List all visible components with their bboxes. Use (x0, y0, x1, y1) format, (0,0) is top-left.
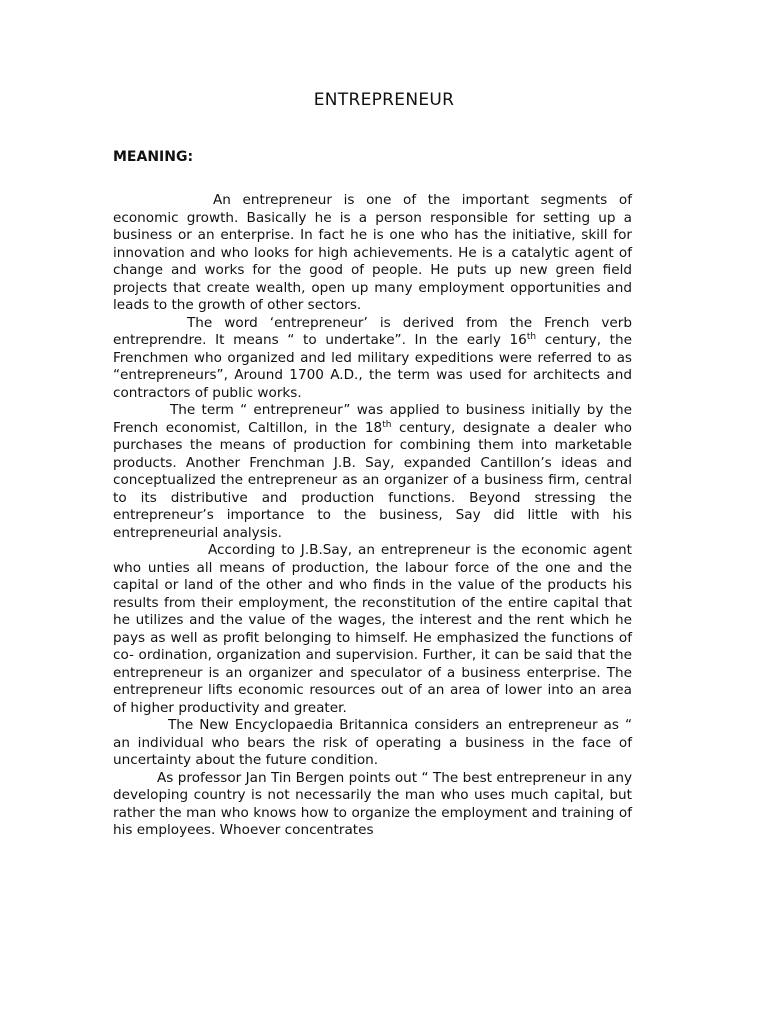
paragraph-3-text-b: century, designate a dealer who purchases the means of production for combining them into marketable products. Another Frenchman J.B. Say, expanded Cantillon’s ideas and conceptualized the entrepreneur as an organizer of a business firm, central to its distributive and production functions. Beyond stressing the entrepreneur’s importance to the business, Say did little with his entrepreneurial analysis. (113, 419, 632, 541)
document-body (113, 192, 632, 840)
section-heading: MEANING: (113, 149, 194, 165)
paragraph-2-text-b: century, the Frenchmen who organized and led military expeditions were referred to as “entrepreneurs”, Around 1700 A.D., the term was used for architects and contractors of public works. (113, 332, 632, 401)
paragraph-3 (113, 402, 632, 542)
paragraph-2 (113, 315, 632, 403)
paragraph-3-superscript: th (382, 419, 392, 430)
paragraph-3-text-a: The term “ entrepreneur” was applied to business initially by the French economist, Caltillon, in the 18 (113, 402, 632, 436)
paragraph-4: According to J.B.Say, an entrepreneur is the economic agent who unties all means of production, the labour force of the one and the capital or land of the other and who finds in the value of the products his results from their employment, the reconstitution of the entire capital that he utilizes and the value of the wages, the interest and the rent which he pays as well as profit belonging to himself. He emphasized the functions of co- ordination, organization and supervision. Further, it can be said that the entrepreneur is an organizer and speculator of a business enterprise. The entrepreneur lifts economic resources out of an area of lower into an area of higher productivity and greater. (113, 542, 632, 716)
document-title: ENTREPRENEUR (313, 90, 455, 110)
paragraph-1: An entrepreneur is one of the important segments of economic growth. Basically he is a person responsible for setting up a business or an enterprise. In fact he is one who has the initiative, skill for innovation and who looks for high achievements. He is a catalytic agent of change and works for the good of people. He puts up new green field projects that create wealth, open up many employment opportunities and leads to the growth of other sectors. (113, 192, 632, 313)
paragraph-2-superscript: th (526, 332, 537, 342)
paragraph-6: As professor Jan Tin Bergen points out “ The best entrepreneur in any developing country is not necessarily the man who uses much capital, but rather the man who knows how to organize the employment and training of his employees. Whoever concentrates (113, 769, 632, 838)
paragraph-2-text-a: The word ‘entrepreneur’ is derived from the French verb entreprendre. It means “ to undertake”. In the early 16 (113, 314, 632, 348)
paragraph-5: The New Encyclopaedia Britannica considers an entrepreneur as “ an individual who bears the risk of operating a business in the face of uncertainty about the future condition. (113, 717, 632, 768)
